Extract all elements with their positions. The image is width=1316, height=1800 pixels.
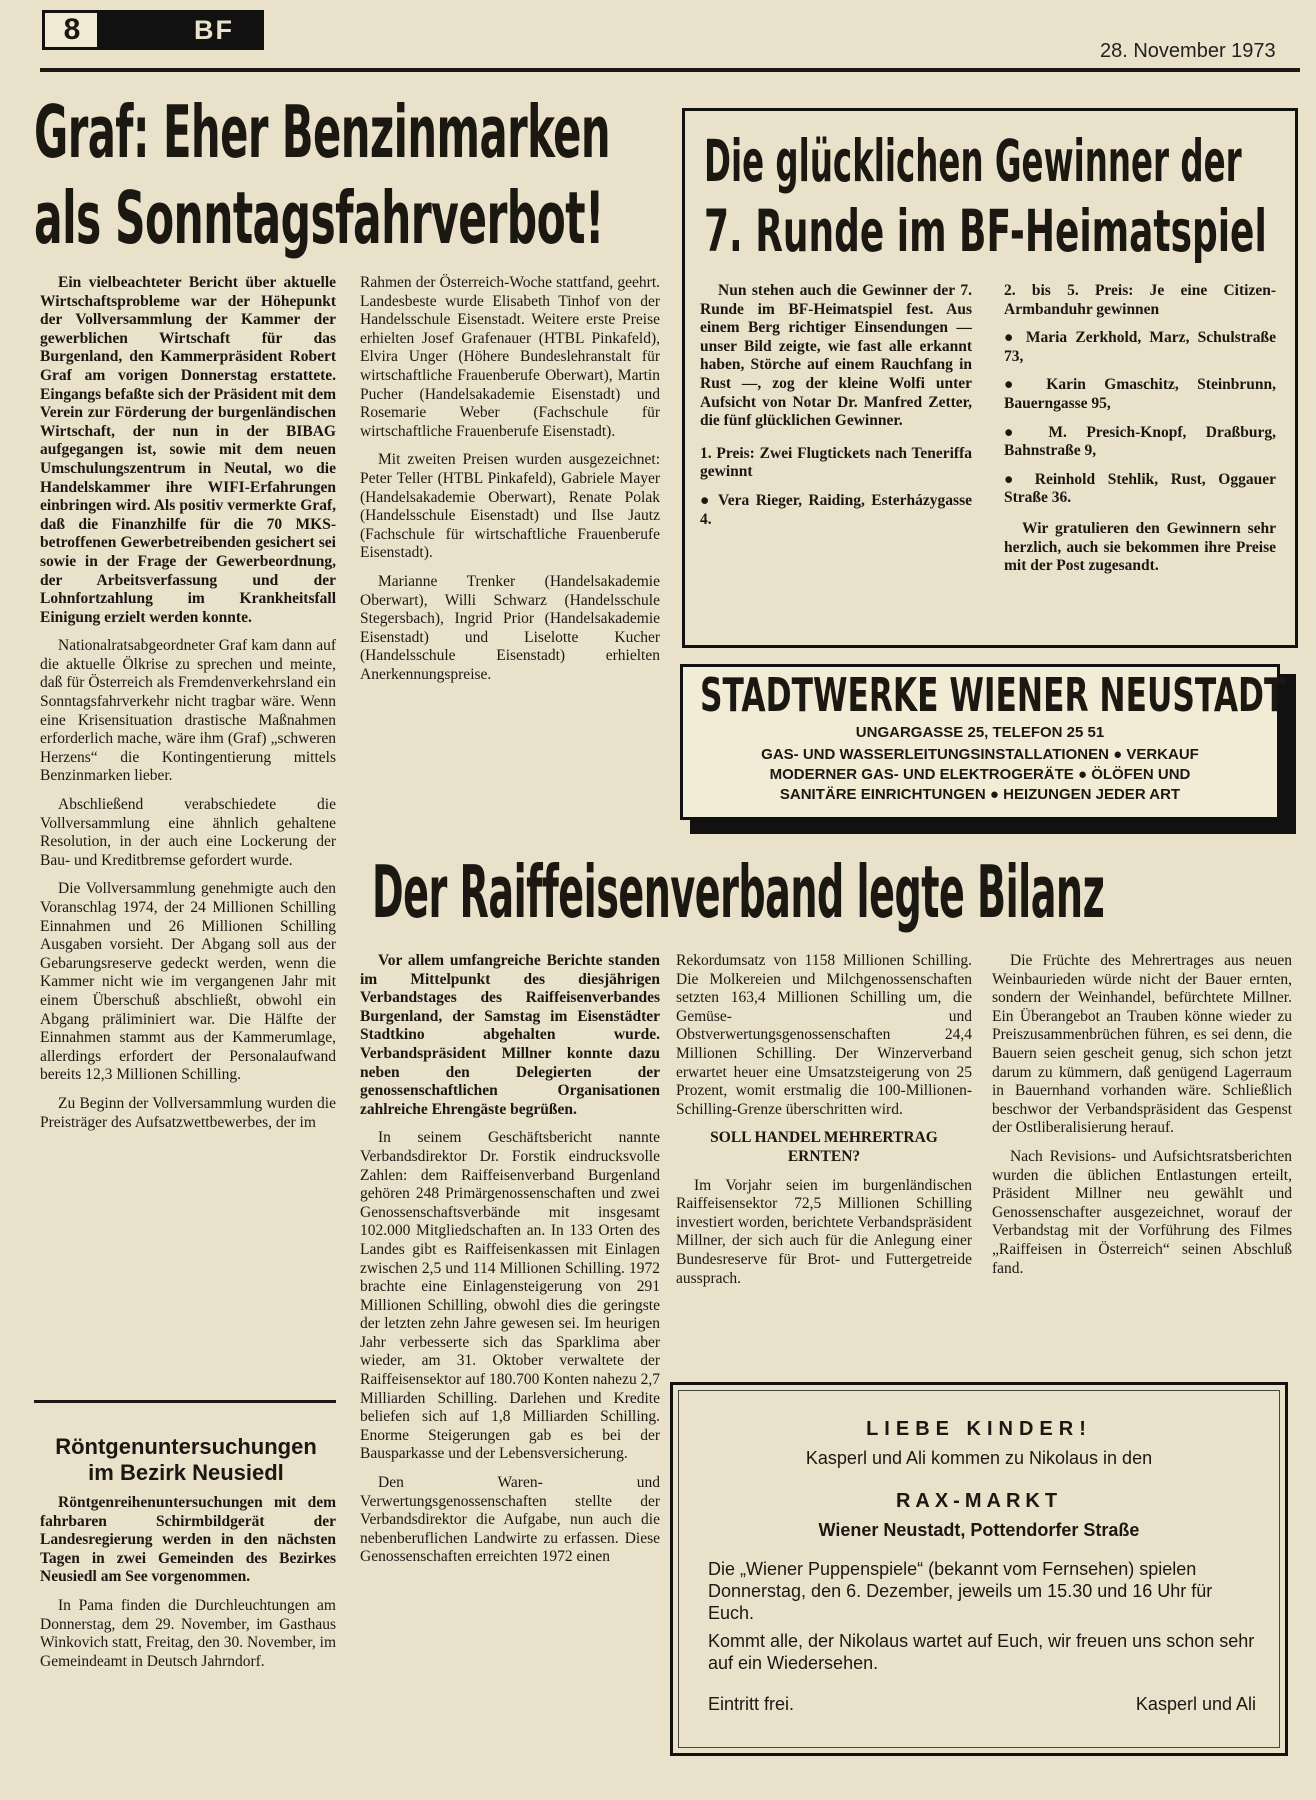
graf-paragraph: Rahmen der Österreich-Woche stattfand, geehrt. Landesbeste wurde Elisabeth Tinhof von der Handelsschule Eisenstadt. Weitere erste Preise erhielten Josef Grafenauer (HTBL Pinkafeld), Elvira Unger (Höhere Bundeslehranstalt für wirtschaftliche Frauenberufe Oberwart), Martin Pucher (Handelsakademie Eisenstadt) und Rosemarie Weber (Fachschule für wirtschaftliche Frauenberufe Eisenstadt). (360, 274, 660, 440)
raiffeisen-paragraph: In seinem Geschäftsbericht nannte Verbandsdirektor Dr. Forstik eindrucksvolle Zahlen: dem Raiffeisenverband Burgenland gehören 248 Primärgenossenschaften und zwei Genossenschaftsverbände mit insgesamt 102.000 Mitgliedschaften an. In 133 Orten des Landes gibt es Raiffeisenkassen mit Einlagen zwischen 2,5 und 114 Millionen Schilling. 1972 brachte eine Einlagensteigerung von 291 Millionen Schilling, obwohl dies die geringste der letzten zehn Jahre gewesen sei. Im heurigen Jahr verbesserte sich das Sparklima aber wieder, am 31. Oktober verwaltete der Raiffeisensektor auf 180.700 Konten nahezu 2,7 Milliarden Schilling. Darlehen und Kredite beliefen sich auf 1,8 Milliarden Schilling. Enorme Steigerungen gab es bei der Bausparkasse und der Lebensversicherung. (360, 1129, 660, 1463)
gewinner-headline-line1: Die glücklichen Gewinner der (704, 127, 1242, 195)
graf-paragraph: Mit zweiten Preisen wurden ausgezeichnet: Peter Teller (HTBL Pinkafeld), Gabriele Mayer (Handelsakademie Oberwart), Renate Polak (Handelsschule Eisenstadt) und Ilse Jautz (Fachschule für wirtschaftliche Frauenberufe Eisenstadt). (360, 451, 660, 562)
roentgen-rule (34, 1400, 336, 1403)
raxmarkt-title: LIEBE KINDER! (866, 1418, 1092, 1440)
roentgen-paragraph: Röntgenreihenuntersuchungen mit dem fahrbaren Schirmbildgerät der Landesregierung werden in den nächsten Tagen in zwei Gemeinden des Bezirkes Neusiedl am See vorgenommen. (40, 1494, 336, 1586)
gewinner-prize1: 1. Preis: Zwei Flugtickets nach Teneriffa gewinnt (700, 444, 972, 481)
winner-entry: ● Karin Gmaschitz, Steinbrunn, Bauerngasse 95, (1004, 376, 1276, 412)
roentgen-headline-line2: im Bezirk Neusiedl (88, 1460, 284, 1485)
raiffeisen-column-1 (360, 952, 660, 1577)
raiffeisen-headline: Der Raiffeisenverband legte Bilanz (372, 850, 1105, 934)
raiffeisen-paragraph: Die Früchte des Mehrertrages aus neuen Weinbaurieden würde nicht der Bauer ernten, sondern der Weinhandel, befürchtete Millner. Ein Überangebot an Trauben könne wieder zu Preiszusammenbrüchen führen, es sei denn, die Bauern seien gescheit genug, sich schon jetzt darum zu kümmern, daß genügend Lagerraum in Bauernhand vorhanden wäre. Schließlich beschwor der Verbandspräsident das Gespenst der Ostliberalisierung herauf. (992, 952, 1292, 1137)
winner-name: Vera Rieger, Raiding, Esterházygasse 4. (700, 491, 972, 528)
stadtwerke-line2: MODERNER GAS- UND ELEKTROGERÄTE ● ÖLÖFEN UND (769, 766, 1191, 783)
raiffeisen-paragraph: Im Vorjahr seien im burgenländischen Raiffeisensektor 72,5 Millionen Schilling investiert worden, berichtete Verbandspräsident Millner, der sich auch für die Anlegung einer Bundesreserve für Brot- und Futtergetreide aussprach. (676, 1176, 972, 1287)
raxmarkt-body2: Kommt alle, der Nikolaus wartet auf Euch, wir freuen uns schon sehr auf ein Wiedersehen. (708, 1631, 1255, 1673)
winner-name: Reinhold Stehlik, Rust, Oggauer Straße 36. (1004, 470, 1276, 507)
gewinner-column-1 (700, 282, 972, 539)
graf-paragraph: Marianne Trenker (Handelsakademie Oberwart), Willi Schwarz (Handelsschule Stegersbach), Ingrid Prior (Handelsakademie Eisenstadt) und Liselotte Kucher (Handelsschule Eisenstadt) erhielten Anerkennungspreise. (360, 572, 660, 683)
winner-name: Karin Gmaschitz, Steinbrunn, Bauerngasse 95, (1004, 376, 1276, 412)
winner-name: Maria Zerkhold, Marz, Schulstraße 73, (1004, 329, 1276, 365)
header-rule (40, 68, 1300, 72)
section-banner (100, 10, 264, 50)
graf-headline-line2: als Sonntagsfahrverbot! (34, 176, 604, 260)
roentgen-paragraph: In Pama finden die Durchleuchtungen am Donnerstag, dem 29. November, im Gasthaus Winkovich statt, Freitag, den 30. November, im Gemeindeamt in Deutsch Jahrndorf. (40, 1596, 336, 1670)
raxmarkt-entry: Eintritt frei. (708, 1694, 795, 1714)
raxmarkt-store: RAX-MARKT (895, 1490, 1063, 1512)
graf-paragraph: Nationalratsabgeordneter Graf kam dann auf die aktuelle Ölkrise zu sprechen und meinte, daß für Österreich als Fremdenverkehrsland ein Sonntagsfahrverkehr nicht tragbar wäre. Wenn eine Krisensituation drastische Maßnahmen erforderlich mache, wäre ihm (Graf) „schweren Herzens“ die Kontingentierung mittels Benzinmarken lieber. (40, 637, 336, 785)
roentgen-headline-line1: Röntgenuntersuchungen (55, 1434, 317, 1459)
raiffeisen-lead: Vor allem umfangreiche Berichte standen im Mittelpunkt des diesjährigen Verbandstages des Raiffeisenverbandes Burgenland, der Samstag im Eisenstädter Stadtkino abgehalten wurde. Verbandspräsident Millner konnte dazu neben den Delegierten der genossenschaftlichen Organisationen zahlreiche Ehrengäste begrüßen. (360, 952, 660, 1118)
raxmarkt-signature: Kasperl und Ali (1135, 1694, 1256, 1714)
graf-column-1 (40, 274, 336, 1142)
gewinner-intro: Nun stehen auch die Gewinner der 7. Runde im BF-Heimatspiel fest. Aus einem Berg richtiger Einsendungen — unser Bild zeigte, wie fast alle erkannt haben, Störche auf einem Rauchfang in Rust —, zog der kleine Wolfi unter Aufsicht von Notar Dr. Manfred Zetter, die fünf glücklichen Gewinner. (700, 282, 972, 430)
winner-entry: ● Maria Zerkhold, Marz, Schulstraße 73, (1004, 329, 1276, 365)
raxmarkt-line1: Kasperl und Ali kommen zu Nikolaus in den (805, 1448, 1153, 1468)
graf-paragraph: Abschließend verabschiedete die Vollversammlung eine ähnlich gehaltene Resolution, in der auch eine Lockerung der Bau- und Kreditbremse gefordert wurde. (40, 796, 336, 869)
winner-name: M. Presich-Knopf, Draßburg, Bahnstraße 9, (1004, 423, 1276, 460)
issue-date: 28. November 1973 (1100, 40, 1276, 62)
stadtwerke-title: STADTWERKE WIENER NEUSTADT (700, 668, 1286, 722)
roentgen-column (40, 1494, 336, 1681)
graf-column-2 (360, 274, 660, 694)
stadtwerke-address: UNGARGASSE 25, TELEFON 25 51 (855, 724, 1105, 741)
gewinner-prize2: 2. bis 5. Preis: Je eine Citizen-Armbanduhr gewinnen (1004, 282, 1276, 318)
graf-paragraph: Ein vielbeachteter Bericht über aktuelle Wirtschaftsprobleme war der Höhepunkt der Vollversammlung der Kammer der gewerblichen Wirtschaft für das Burgenland, den Kammerpräsident Robert Graf am vorigen Donnerstag erstattete. Eingangs befaßte sich der Präsident mit dem Verein zur Förderung der burgenländischen Wirtschaft, der nun in der BIBAG aufgegangen ist, sowie mit dem neuen Umschulungszentrum in Neutal, wo die Handelskammer ihre WIFI-Erfahrungen einbringen wird. Als positiv vermerkte Graf, daß die Finanzhilfe für die 70 MKS-betroffenen Gewerbetreibenden gesichert sei sowie in der Frage der Gewerbeordnung, der Arbeitsverfassung und der Lohnfortzahlung im Krankheitsfall Einigung erzielt werden konnte. (40, 274, 336, 626)
raiffeisen-paragraph: Nach Revisions- und Aufsichtsratsberichten wurden die üblichen Entlastungen erteilt, Präsident Millner neu gewählt und Genossenschafter ausgezeichnet, worauf der Verbandstag mit der Vorführung des Filmes „Raiffeisen in Österreich“ seinen Abschluß fand. (992, 1147, 1292, 1277)
raiffeisen-column-2 (676, 952, 972, 1298)
stadtwerke-line1: GAS- UND WASSERLEITUNGSINSTALLATIONEN ● VERKAUF (761, 746, 1199, 763)
graf-headline-line1: Graf: Eher Benzinmarken (34, 90, 611, 174)
raiffeisen-column-3 (992, 952, 1292, 1288)
graf-paragraph: Die Vollversammlung genehmigte auch den Voranschlag 1974, der 24 Millionen Schilling Einnahmen und 26 Millionen Schilling Ausgaben vorsieht. Der Abgang soll aus der Gebarungsreserve gedeckt werden, wenn die Kammer nicht wie im vergangenen Jahr mit einem Überschuß abschließt, obwohl ein Abgang präliminiert war. Die Hälfte der Einnahmen stammt aus der Kammerumlage, allerdings erfordert der Personalaufwand bereits 12,3 Millionen Schilling. (40, 880, 336, 1084)
section-label: BF (194, 15, 234, 45)
gewinner-headline-line2: 7. Runde im BF-Heimatspiel (704, 197, 1267, 265)
graf-paragraph: Zu Beginn der Vollversammlung wurden die Preisträger des Aufsatzwettbewerbes, der im (40, 1094, 336, 1131)
raxmarkt-body1: Die „Wiener Puppenspiele“ (bekannt vom Fernsehen) spielen Donnerstag, den 6. Dezember, jeweils um 15.30 und 16 Uhr für Euch. (708, 1559, 1213, 1623)
stadtwerke-line3: SANITÄRE EINRICHTUNGEN ● HEIZUNGEN JEDER ART (779, 786, 1181, 803)
raiffeisen-paragraph: Den Waren- und Verwertungsgenossenschaften stellte der Verbandsdirektor die Aufgabe, nun auch die nebenberuflichen Landwirte zu erfassen. Diese Genossenschaften erreichten 1972 einen (360, 1474, 660, 1566)
winner-entry: ● Reinhold Stehlik, Rust, Oggauer Straße 36. (1004, 470, 1276, 507)
gewinner-column-2 (1004, 282, 1276, 586)
raiffeisen-paragraph: Rekordumsatz von 1158 Millionen Schilling. Die Molkereien und Milchgenossenschaften setzten 163,4 Millionen Schilling um, die Gemüse- und Obstverwertungsgenossenschaften 24,4 Millionen Schilling. Der Winzerverband erwartet heuer eine Umsatzsteigerung von 25 Prozent, womit erstmalig die 100-Millionen-Schilling-Grenze überschritten wird. (676, 952, 972, 1118)
gewinner-closing: Wir gratulieren den Gewinnern sehr herzlich, auch sie bekommen ihre Preise mit der Post zugesandt. (1004, 519, 1276, 575)
raxmarkt-location: Wiener Neustadt, Pottendorfer Straße (818, 1520, 1140, 1540)
winner-entry: ● M. Presich-Knopf, Draßburg, Bahnstraße 9, (1004, 423, 1276, 460)
page-number: 8 (63, 13, 81, 46)
raiffeisen-subhead: SOLL HANDEL MEHRERTRAG ERNTEN? (710, 1129, 938, 1165)
gewinner-winner1: ● Vera Rieger, Raiding, Esterházygasse 4. (700, 491, 972, 528)
